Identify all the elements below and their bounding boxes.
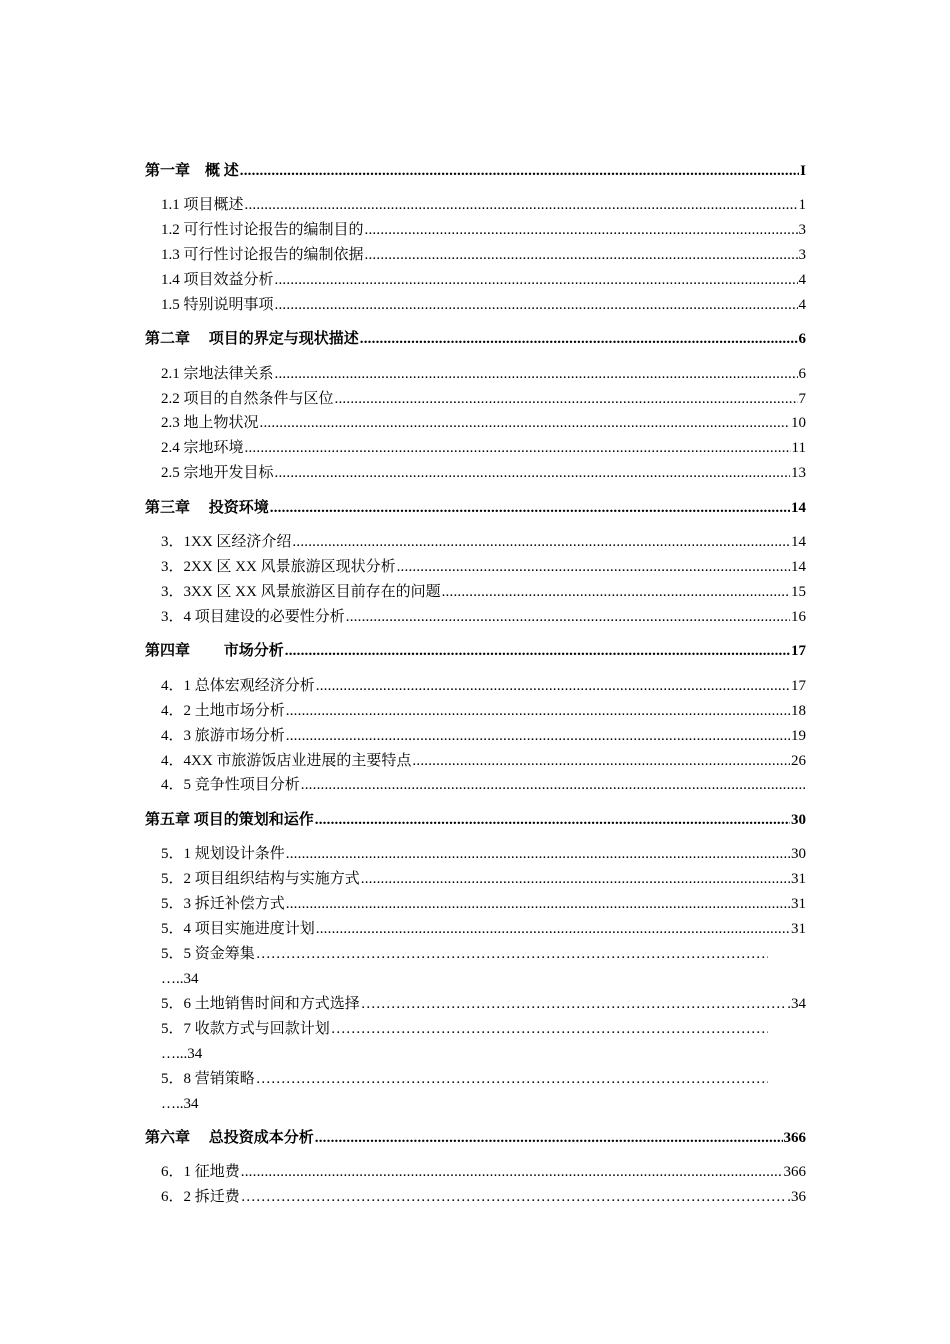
- toc-leader: [286, 893, 790, 915]
- toc-section-4-1[interactable]: [161, 675, 806, 697]
- toc-section-5-3[interactable]: [161, 893, 806, 915]
- toc-page-number: 26: [791, 753, 806, 769]
- toc-section-2-3[interactable]: [161, 412, 806, 434]
- toc-section-1-4[interactable]: [161, 269, 806, 291]
- toc-section-5-6[interactable]: [161, 993, 806, 1015]
- toc-label: 2.5 宗地开发目标: [161, 465, 274, 481]
- toc-leader: [286, 700, 790, 722]
- toc-section-2-1[interactable]: [161, 363, 806, 385]
- toc-label: 5．8 营销策略: [161, 1071, 255, 1087]
- toc-page-number: 17: [791, 678, 806, 694]
- toc-page-number: 16: [791, 609, 806, 625]
- toc-section-5-1[interactable]: [161, 843, 806, 865]
- toc-leader: [245, 437, 791, 459]
- toc-page-number: 30: [791, 846, 806, 862]
- toc-chapter-5[interactable]: [145, 809, 806, 831]
- toc-label: 3．4 项目建设的必要性分析: [161, 609, 345, 625]
- toc-page-number: 15: [791, 584, 806, 600]
- toc-section-4-4[interactable]: [161, 750, 806, 772]
- toc-page-number: 3: [798, 247, 806, 263]
- toc-label: 4．1 总体宏观经济分析: [161, 678, 315, 694]
- toc-leader: [361, 868, 790, 890]
- toc-page-number: I: [800, 163, 806, 179]
- toc-section-5-5[interactable]: [161, 943, 769, 965]
- toc-label: 1.2 可行性讨论报告的编制目的: [161, 222, 364, 238]
- toc-leader: [331, 1018, 768, 1040]
- toc-page-number: 13: [791, 465, 806, 481]
- toc-leader: [292, 531, 790, 553]
- toc-leader: [301, 774, 805, 796]
- toc-section-4-5[interactable]: [161, 774, 806, 796]
- toc-label: 5．2 项目组织结构与实施方式: [161, 871, 360, 887]
- toc-section-6-2[interactable]: [161, 1186, 806, 1208]
- toc-page-number: 366: [783, 1130, 806, 1146]
- toc-label: 1.5 特别说明事项: [161, 297, 274, 313]
- toc-leader: [316, 675, 790, 697]
- toc-label: 5．6 土地销售时间和方式选择: [161, 996, 360, 1012]
- toc-leader: [241, 1186, 786, 1208]
- toc-page-number: 18: [791, 703, 806, 719]
- toc-label: 第二章 项目的界定与现状描述: [145, 331, 359, 347]
- toc-page-number: 1: [798, 197, 806, 213]
- toc-leader: [275, 363, 798, 385]
- toc-leader: [240, 160, 799, 182]
- toc-leader: [275, 462, 790, 484]
- toc-leader: [412, 750, 790, 772]
- toc-label: 2.2 项目的自然条件与区位: [161, 391, 334, 407]
- toc-leader: [270, 497, 790, 519]
- toc-section-1-5[interactable]: [161, 294, 806, 316]
- toc-leader: [442, 581, 790, 603]
- toc-leader: [285, 640, 790, 662]
- toc-chapter-2[interactable]: [145, 328, 806, 350]
- toc-page-number: 366: [783, 1164, 806, 1180]
- toc-label: 第六章 总投资成本分析: [145, 1130, 314, 1146]
- toc-section-2-5[interactable]: [161, 462, 806, 484]
- toc-label: 1.1 项目概述: [161, 197, 244, 213]
- toc-page-number: .36: [787, 1189, 806, 1205]
- toc-page-number: 31: [791, 921, 806, 937]
- toc-page-number: 14: [791, 500, 806, 516]
- toc-section-4-3[interactable]: [161, 725, 806, 747]
- toc-page-number: 4: [798, 297, 806, 313]
- toc-page-number: 14: [791, 559, 806, 575]
- toc-chapter-4[interactable]: [145, 640, 806, 662]
- toc-leader: [335, 388, 798, 410]
- toc-section-4-2[interactable]: [161, 700, 806, 722]
- toc-label: 第五章 项目的策划和运作: [145, 812, 314, 828]
- toc-section-2-4[interactable]: [161, 437, 806, 459]
- toc-page-number: 4: [798, 272, 806, 288]
- toc-label: 4．3 旅游市场分析: [161, 728, 285, 744]
- toc-section-1-3[interactable]: [161, 244, 806, 266]
- toc-section-2-2[interactable]: [161, 388, 806, 410]
- toc-section-5-8[interactable]: [161, 1068, 769, 1090]
- toc-leader: [275, 269, 798, 291]
- toc-label: 第三章 投资环境: [145, 500, 269, 516]
- toc-page-number: 19: [791, 728, 806, 744]
- toc-page-number: 30: [791, 812, 806, 828]
- toc-label: 5．3 拆迁补偿方式: [161, 896, 285, 912]
- toc-chapter-1[interactable]: [145, 160, 806, 182]
- toc-page-number: 3: [798, 222, 806, 238]
- toc-label: 1.3 可行性讨论报告的编制依据: [161, 247, 364, 263]
- toc-section-1-2[interactable]: [161, 219, 806, 241]
- toc-label: 6．2 拆迁费: [161, 1189, 240, 1205]
- toc-page-number: 17: [791, 643, 806, 659]
- toc-leader: [256, 943, 768, 965]
- toc-leader: [315, 809, 790, 831]
- toc-label: 4．2 土地市场分析: [161, 703, 285, 719]
- toc-section-6-1[interactable]: [161, 1161, 806, 1183]
- toc-label: 4．5 竞争性项目分析: [161, 777, 300, 793]
- toc-label: 5．7 收款方式与回款计划: [161, 1021, 330, 1037]
- toc-chapter-6[interactable]: [145, 1127, 806, 1149]
- toc-leader: [365, 244, 798, 266]
- toc-leader: [360, 328, 798, 350]
- toc-leader: [245, 194, 798, 216]
- toc-page-number: 31: [791, 871, 806, 887]
- toc-leader: [346, 606, 790, 628]
- toc-page-number: 10: [791, 415, 806, 431]
- toc-section-5-2[interactable]: [161, 868, 806, 890]
- toc-page-number: 6: [798, 331, 806, 347]
- toc-leader: [286, 843, 790, 865]
- toc-label: 5．5 资金筹集: [161, 946, 255, 962]
- toc-label: 2.1 宗地法律关系: [161, 366, 274, 382]
- toc-page-number: 14: [791, 534, 806, 550]
- toc-label: 第一章 概 述: [145, 163, 239, 179]
- toc-section-1-1[interactable]: [161, 194, 806, 216]
- toc-page-number: .34: [787, 996, 806, 1012]
- toc-label: 3．3XX 区 XX 风景旅游区目前存在的问题: [161, 584, 441, 600]
- toc-label: 2.3 地上物状况: [161, 415, 259, 431]
- toc-label: 3．1XX 区经济介绍: [161, 534, 292, 550]
- toc-continuation: …..34: [161, 1096, 199, 1112]
- toc-section-3-3[interactable]: [161, 581, 806, 603]
- toc-leader: [315, 1127, 783, 1149]
- toc-leader: [286, 725, 790, 747]
- toc-label: 6．1 征地费: [161, 1164, 240, 1180]
- toc-leader: [260, 412, 790, 434]
- toc-leader: [275, 294, 798, 316]
- toc-label: 2.4 宗地环境: [161, 440, 244, 456]
- toc-label: 第四章 市场分析: [145, 643, 284, 659]
- toc-section-3-2[interactable]: [161, 556, 806, 578]
- toc-section-3-1[interactable]: [161, 531, 806, 553]
- toc-page-number: 31: [791, 896, 806, 912]
- toc-continuation: …...34: [161, 1046, 203, 1062]
- toc-leader: [316, 918, 790, 940]
- toc-label: 5．4 项目实施进度计划: [161, 921, 315, 937]
- toc-section-5-7[interactable]: [161, 1018, 769, 1040]
- toc-section-5-4[interactable]: [161, 918, 806, 940]
- toc-leader: [241, 1161, 783, 1183]
- toc-section-3-4[interactable]: [161, 606, 806, 628]
- toc-leader: [397, 556, 790, 578]
- toc-page-number: 6: [798, 366, 806, 382]
- toc-label: 3．2XX 区 XX 风景旅游区现状分析: [161, 559, 396, 575]
- toc-leader: [365, 219, 798, 241]
- toc-page-number: 7: [798, 391, 806, 407]
- toc-leader: [256, 1068, 768, 1090]
- toc-label: 5．1 规划设计条件: [161, 846, 285, 862]
- toc-leader: [361, 993, 786, 1015]
- toc-page-number: 11: [791, 440, 806, 456]
- toc-label: 4．4XX 市旅游饭店业进展的主要特点: [161, 753, 412, 769]
- toc-label: 1.4 项目效益分析: [161, 272, 274, 288]
- toc-continuation: …..34: [161, 971, 199, 987]
- toc-chapter-3[interactable]: [145, 497, 806, 519]
